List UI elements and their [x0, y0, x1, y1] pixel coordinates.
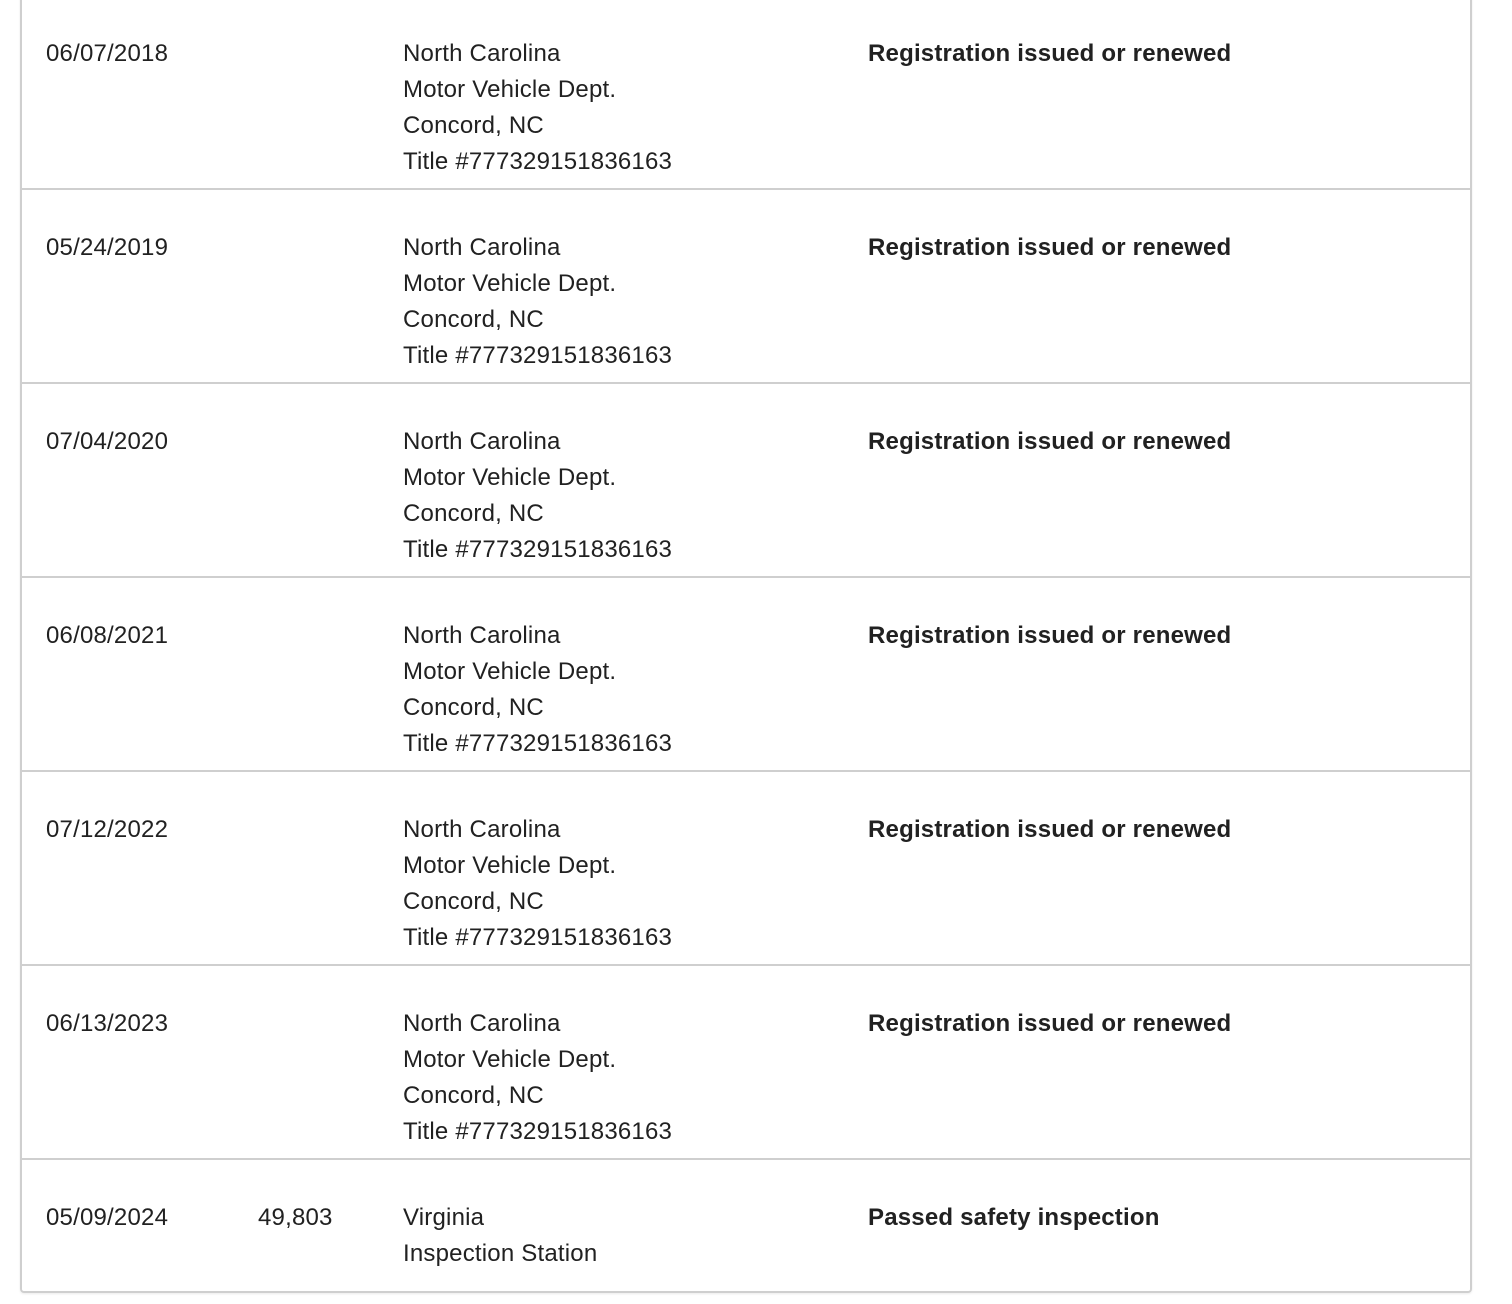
- record-date: 06/08/2021: [46, 622, 169, 649]
- record-source: [403, 618, 672, 762]
- record-source: [403, 424, 672, 568]
- source-line: Motor Vehicle Dept.: [403, 270, 617, 297]
- record-comment: Registration issued or renewed: [868, 622, 1232, 649]
- source-line: North Carolina: [403, 816, 561, 843]
- table-row: [22, 190, 1470, 384]
- source-line: Motor Vehicle Dept.: [403, 852, 617, 879]
- record-date: 07/12/2022: [46, 816, 169, 843]
- record-mileage: 49,803: [258, 1204, 333, 1231]
- record-source: [403, 230, 672, 374]
- record-date: 06/07/2018: [46, 40, 169, 67]
- source-line: Concord, NC: [403, 112, 544, 139]
- record-comment: Registration issued or renewed: [868, 40, 1232, 67]
- source-line: Title #777329151836163: [403, 148, 673, 175]
- table-row: [22, 578, 1470, 772]
- record-comment: Registration issued or renewed: [868, 1010, 1232, 1037]
- source-line: Concord, NC: [403, 694, 544, 721]
- source-line: North Carolina: [403, 428, 561, 455]
- record-source: [403, 1006, 672, 1150]
- record-comment: Registration issued or renewed: [868, 428, 1232, 455]
- source-line: Inspection Station: [403, 1240, 598, 1267]
- record-comment: Registration issued or renewed: [868, 234, 1232, 261]
- source-line: Motor Vehicle Dept.: [403, 658, 617, 685]
- record-date: 05/09/2024: [46, 1204, 169, 1231]
- source-line: Title #777329151836163: [403, 730, 673, 757]
- source-line: North Carolina: [403, 234, 561, 261]
- source-line: Title #777329151836163: [403, 536, 673, 563]
- record-comment: Passed safety inspection: [868, 1204, 1160, 1231]
- record-source: [403, 1200, 597, 1272]
- record-comment: Registration issued or renewed: [868, 816, 1232, 843]
- table-row: [22, 384, 1470, 578]
- source-line: Title #777329151836163: [403, 342, 673, 369]
- source-line: Motor Vehicle Dept.: [403, 464, 617, 491]
- source-line: Concord, NC: [403, 306, 544, 333]
- record-source: [403, 36, 672, 180]
- table-row: [22, 966, 1470, 1160]
- table-row: [22, 772, 1470, 966]
- source-line: Title #777329151836163: [403, 924, 673, 951]
- source-line: Concord, NC: [403, 1082, 544, 1109]
- source-line: Title #777329151836163: [403, 1118, 673, 1145]
- source-line: Virginia: [403, 1204, 485, 1231]
- source-line: Concord, NC: [403, 888, 544, 915]
- source-line: North Carolina: [403, 622, 561, 649]
- table-row: [22, 1160, 1470, 1291]
- record-date: 06/13/2023: [46, 1010, 169, 1037]
- record-date: 05/24/2019: [46, 234, 169, 261]
- source-line: Motor Vehicle Dept.: [403, 76, 617, 103]
- source-line: North Carolina: [403, 1010, 561, 1037]
- vehicle-history-table: [20, 0, 1472, 1293]
- record-date: 07/04/2020: [46, 428, 169, 455]
- source-line: North Carolina: [403, 40, 561, 67]
- source-line: Concord, NC: [403, 500, 544, 527]
- source-line: Motor Vehicle Dept.: [403, 1046, 617, 1073]
- record-source: [403, 812, 672, 956]
- table-row: [22, 0, 1470, 190]
